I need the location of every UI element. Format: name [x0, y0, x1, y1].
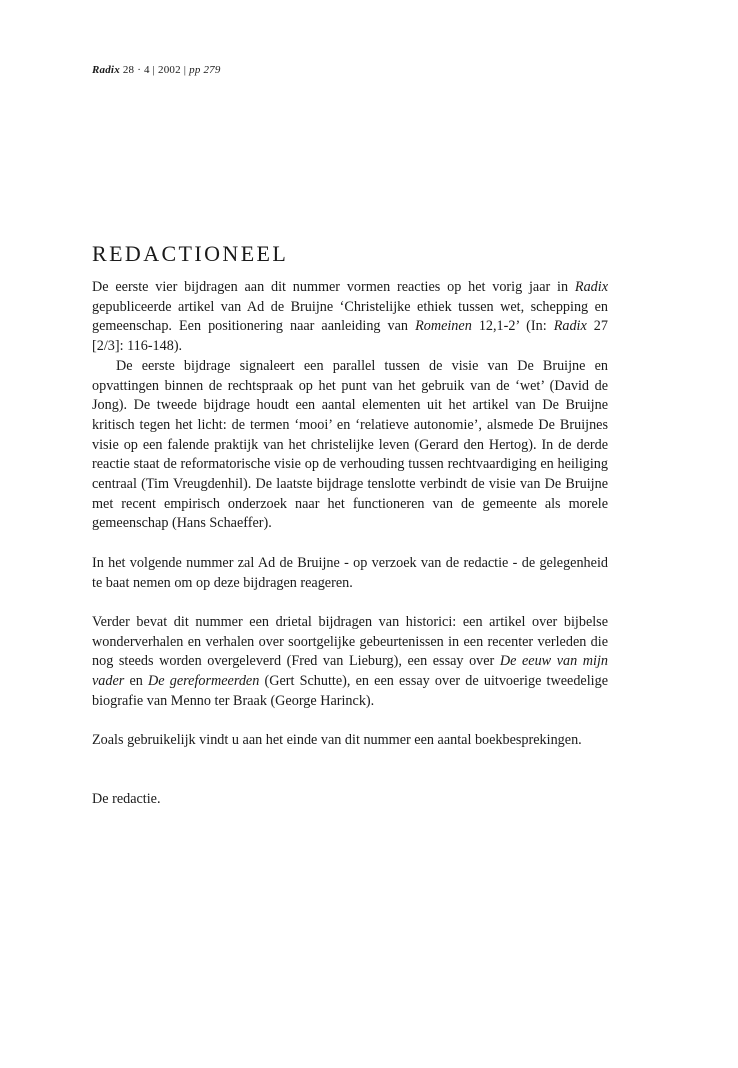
journal-name: Radix [92, 64, 120, 76]
paragraph-book-reviews: Zoals gebruikelijk vindt u aan het einde van dit nummer een aantal boekbesprekingen. [92, 732, 582, 749]
running-head [92, 64, 221, 76]
paragraph-intro: De eerste vier bijdragen aan dit nummer vormen reacties op het vorig jaar in Radix gepubliceerde artikel van Ad de Bruijne ‘Christelijke ethiek tussen wet, schepping en gemeenschap. Een positionering naar aanleiding van Romeinen 12,1-2’ (In: Radix 27 [2/3]: 116-148). [92, 279, 608, 355]
page-range: pp 279 [189, 64, 221, 76]
paragraph-contributions: De eerste bijdrage signaleert een parallel tussen de visie van De Bruijne en opvattingen binnen de rechtspraak op het punt van het gebruik van de ‘wet’ (David de Jong). De tweede bijdrage houdt een aantal elementen uit het artikel van De Bruijne kritisch tegen het licht: de termen ‘mooi’ en ‘relatieve autonomie’, alsmede De Bruijnes visie op een falende praktijk van het christelijke leven (Gerard den Hertog). In de derde reactie staat de reformatorische visie op de verhouding tussen rechtvaardiging en heiliging centraal (Tim Vreugdenhil). De laatste bijdrage tenslotte verbindt de visie van De Bruijne met recent empirisch onderzoek naar het functioneren van de gemeente als morele gemeenschap (Hans Schaeffer). [92, 357, 608, 532]
paragraph-historians: Verder bevat dit nummer een drietal bijdragen van historici: een artikel over bijbelse wonderverhalen en verhalen over soortgelijke gebeurtenissen in een recenter verleden die nog steeds worden overgeleverd (Fred van Lieburg), een essay over De eeuw van mijn vader en De gereformeerden (Gert Schutte), en een essay over de uitvoerige tweedelige biografie van Menno ter Braak (George Harinck). [92, 613, 608, 709]
paragraph-next-issue: In het volgende nummer zal Ad de Bruijne - op verzoek van de redactie - de gelegenheid te baat nemen om op deze bijdragen reageren. [92, 554, 608, 591]
signature: De redactie. [92, 790, 161, 807]
article-body [92, 278, 608, 810]
issue-details: 28 · 4 | 2002 | [119, 64, 190, 76]
page-title: REDACTIONEEL [92, 240, 289, 266]
